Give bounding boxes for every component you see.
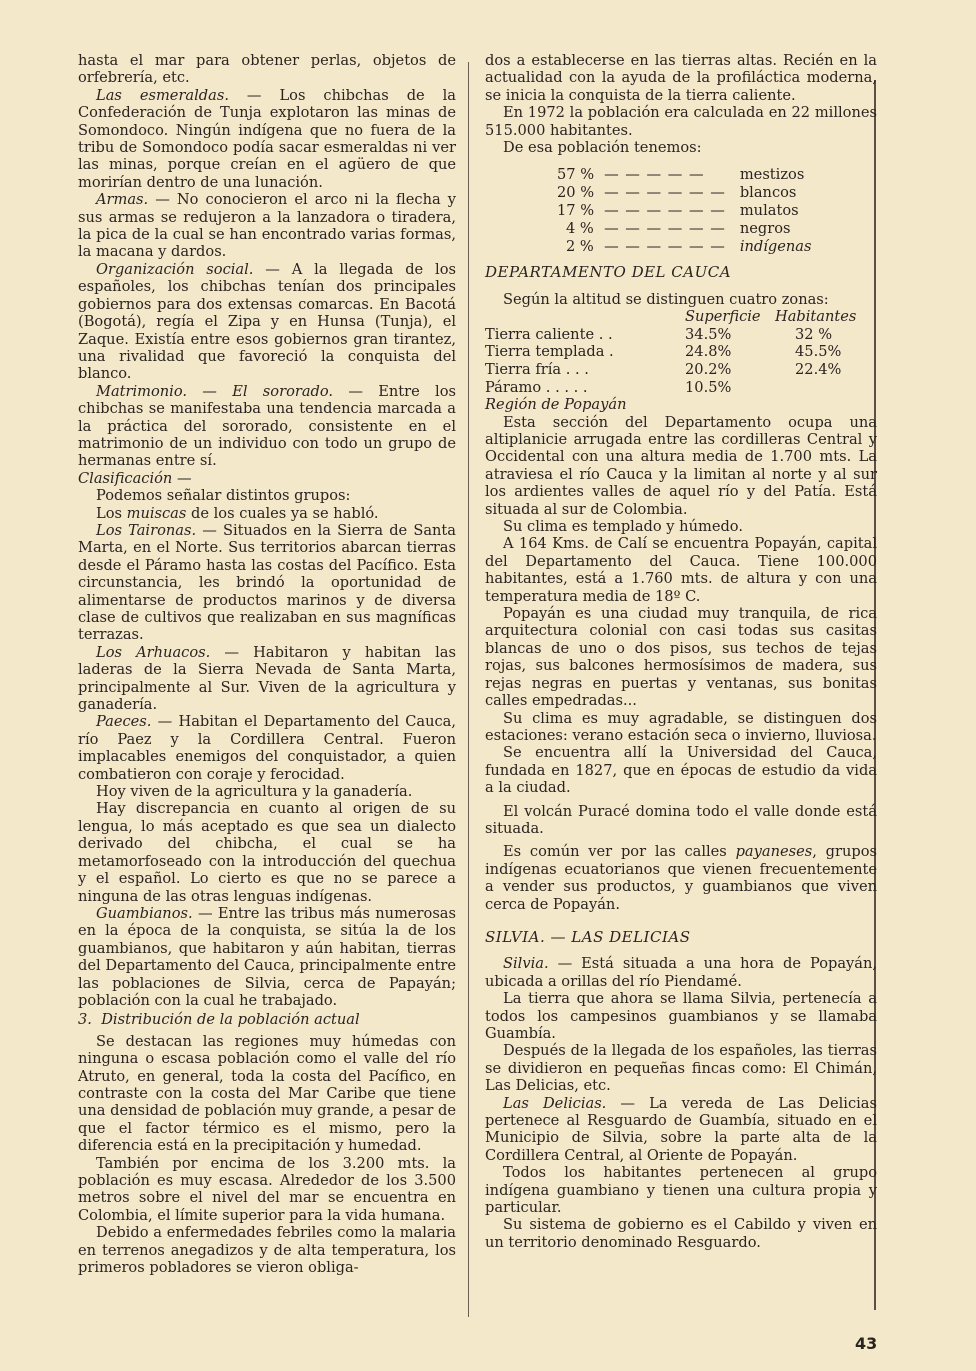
table-row: Tierra templada . 24.8% 45.5% (485, 343, 842, 361)
paragraph: Es común ver por las calles payaneses, grupos indígenas ecuatorianos que vienen frecuentemente a vender sus productos, y guambianos que viven cerca de Popayán. (485, 843, 877, 913)
paragraph-armas: Armas. — No conocieron el arco ni la flecha y sus armas se redujeron a la lanzadora o tiradera, la pica de la cual se han encontrado varias formas, la macana y dardos. (78, 191, 456, 261)
right-column (485, 52, 877, 1251)
paragraph: El volcán Puracé domina todo el valle donde está situada. (485, 802, 877, 837)
table-row: 17 % — — — — — — mulatos (557, 202, 799, 220)
term-delicias: Las Delicias. (503, 1094, 607, 1112)
left-column (78, 52, 456, 1276)
paragraph: Se encuentra allí la Universidad del Cauca, fundada en 1827, que en épocas de estudio da vida a la ciudad. (485, 744, 877, 797)
paragraph-organizacion: Organización social. — A la llegada de los españoles, los chibchas tenían dos principales gobiernos para dos extensas comarcas. En Bacotá (Bogotá), regía el Zipa y en Hunsa (Tunja), el Zaque. Existía entre esos gobiernos gran tirantez, una rivalidad que favoreció la conquista del blanco. (78, 260, 456, 383)
table-row: 4 % — — — — — — negros (566, 219, 791, 237)
term-organizacion: Organización social. (96, 260, 254, 278)
paragraph: En 1972 la población era calculada en 22 millones 515.000 habitantes. (485, 104, 877, 139)
paragraph-delicias: Las Delicias. — La vereda de Las Delicias pertenece al Resguardo de Guambía, situado en el Municipio de Silvia, sobre la parte alta de la Cordillera Central, al Oriente de Popayán. (485, 1094, 877, 1164)
paragraph: Después de la llegada de los españoles, las tierras se dividieron en pequeñas fincas como: El Chimán, Las Delicias, etc. (485, 1042, 877, 1095)
table-row: Tierra fría . . . 20.2% 22.4% (485, 361, 842, 379)
paragraph: Se destacan las regiones muy húmedas con ninguna o escasa población como el valle del río Atruto, en general, toda la costa del Pacífico, en contraste con la costa del Mar Caribe que tiene una densidad de población muy grande, a pesar de que el factor térmico es el mismo, pero la diferencia está en la precipitación y humedad. (78, 1032, 456, 1155)
paragraph: dos a establecerse en las tierras altas. Recién en la actualidad con la ayuda de la profiláctica moderna, se inicia la conquista de la tierra caliente. (485, 52, 877, 104)
paragraph: Debido a enfermedades febriles como la malaria en terrenos anegadizos y de alta temperatura, los primeros pobladores se vieron obliga- (78, 1224, 456, 1277)
heading-clasificacion: Clasificación — (78, 469, 192, 487)
page-number: 43 (855, 1334, 878, 1353)
paragraph: La tierra que ahora se llama Silvia, pertenecía a todos los campesinos guambianos y se llamaba Guambía. (485, 990, 877, 1043)
term-paeces: Paeces. (96, 713, 152, 731)
term-armas: Armas. (96, 191, 149, 209)
paragraph: Su clima es muy agradable, se distinguen dos estaciones: verano estación seca o invierno, lluviosa. (485, 709, 877, 744)
paragraph-silvia: Silvia. — Está situada a una hora de Popayán, ubicada a orillas del río Piendamé. (485, 955, 877, 990)
paragraph: Podemos señalar distintos grupos: (96, 487, 351, 505)
term-esmeraldas: Las esmeraldas. (96, 86, 229, 104)
section-title-cauca: DEPARTAMENTO DEL CAUCA (485, 263, 732, 282)
paragraph-muiscas: Los muiscas de los cuales ya se habló. (96, 504, 379, 522)
paragraph-guambianos: Guambianos. — Entre las tribus más numerosas en la época de la conquista, se sitúa la de los guambianos, que habitaron y aún habitan, tierras del Departamento del Cauca, principalmente entre las poblaciones de Silvia, cerca de Papayán; población con la cual he trabajado. (78, 904, 456, 1009)
paragraph-paeces: Paeces. — Habitan el Departamento del Cauca, río Paez y la Cordillera Central. Fueron implacables enemigos del conquistador, a quien combatieron con coraje y ferocidad. (78, 713, 456, 783)
paragraph: De esa población tenemos: (503, 139, 702, 157)
paragraph-taironas: Los Taironas. — Situados en la Sierra de Santa Marta, en el Norte. Sus territorios abarcan tierras desde el Páramo hasta las costas del Pacífico. Esta circunstancia, les brindó la oportunidad de alimentarse de productos marinos y de diversa clase de cultivos que realizaban en sus magníficas terrazas. (78, 521, 456, 644)
paragraph: Según la altitud se distinguen cuatro zonas: (503, 290, 829, 308)
paragraph: Su clima es templado y húmedo. (503, 518, 743, 536)
table-header-row: Superficie Habitantes (685, 308, 857, 326)
paragraph: Esta sección del Departamento ocupa una altiplanicie arrugada entre las cordilleras Central y Occidental con una altura media de 1.700 mts. La atraviesa el río Cauca y la limitan al norte y al sur los ardientes valles de aquel río y del Patía. Está situada al sur de Colombia. (485, 413, 877, 518)
zones-table (485, 308, 865, 396)
paragraph-matrimonio: Matrimonio. — El sororado. — Entre los chibchas se manifestaba una tendencia marcada a la práctica del sororado, consistente en el matrimonio de un individuo con todo un grupo de hermanas entre sí. (78, 382, 456, 470)
paragraph: hasta el mar para obtener perlas, objetos de orfebrería, etc. (78, 52, 456, 87)
table-row: 2 % — — — — — — indígenas (566, 237, 812, 255)
column-divider (468, 62, 469, 1317)
paragraph: Hoy viven de la agricultura y la ganadería. (96, 783, 413, 801)
term-taironas: Los Taironas. (96, 521, 197, 539)
table-row: Tierra caliente . . 34.5% 32 % (485, 325, 833, 343)
term-arhuacos: Los Arhuacos. (96, 643, 211, 661)
paragraph: Hay discrepancia en cuanto al origen de su lengua, lo más aceptado es que sea un dialecto derivado del chibcha, el cual se ha metamorfoseado con la introducción del quechua y el español. Lo cierto es que no se parece a ninguna de las otras lenguas indígenas. (78, 800, 456, 905)
term-guambianos: Guambianos. (96, 904, 193, 922)
section-title-silvia: SILVIA. — LAS DELICIAS (485, 927, 691, 946)
paragraph-esmeraldas: Las esmeraldas. — Los chibchas de la Confederación de Tunja explotaron las minas de Somondoco. Ningún indígena que no fuera de la tribu de Somondoco podía sacar esmeraldas ni ver las minas, porque creían en el agüero de que morirían dentro de una lunación. (78, 86, 457, 191)
term-matrimonio: Matrimonio. — El sororado. (96, 382, 334, 400)
paragraph: Todos los habitantes pertenecen al grupo indígena guambiano y tienen una cultura propia y particular. (485, 1164, 877, 1217)
term-silvia: Silvia. (503, 955, 549, 973)
paragraph: Su sistema de gobierno es el Cabildo y viven en un territorio denominado Resguardo. (485, 1216, 877, 1251)
table-row: 20 % — — — — — — blancos (557, 184, 797, 202)
table-row: Páramo . . . . . 10.5% (485, 378, 732, 396)
paragraph: También por encima de los 3.200 mts. la población es muy escasa. Alrededor de los 3.500 metros sobre el nivel del mar se encuentra en Colombia, el límite superior para la vida humana. (78, 1154, 456, 1224)
population-table (557, 166, 812, 255)
section-3-title: 3. Distribución de la población actual (78, 1011, 360, 1029)
paragraph: Popayán es una ciudad muy tranquila, de rica arquitectura colonial con casi todas sus casitas blancas de uno o dos pisos, sus techos de tejas rojas, sus balcones hermosísimos de madera, sus rejas negras en puertas y ventanas, sus bonitas calles empedradas... (485, 605, 877, 710)
table-row: 57 % — — — — — mestizos (557, 166, 805, 184)
paragraph: A 164 Kms. de Calí se encuentra Popayán, capital del Departamento del Cauca. Tiene 100.000 habitantes, está a 1.760 mts. de altura y con una temperatura media de 18º C. (485, 535, 877, 605)
paragraph-arhuacos: Los Arhuacos. — Habitaron y habitan las laderas de la Sierra Nevada de Santa Marta, principalmente al Sur. Viven de la agricultura y ganadería. (78, 643, 456, 714)
subheading-region-popayan: Región de Popayán (485, 396, 627, 414)
